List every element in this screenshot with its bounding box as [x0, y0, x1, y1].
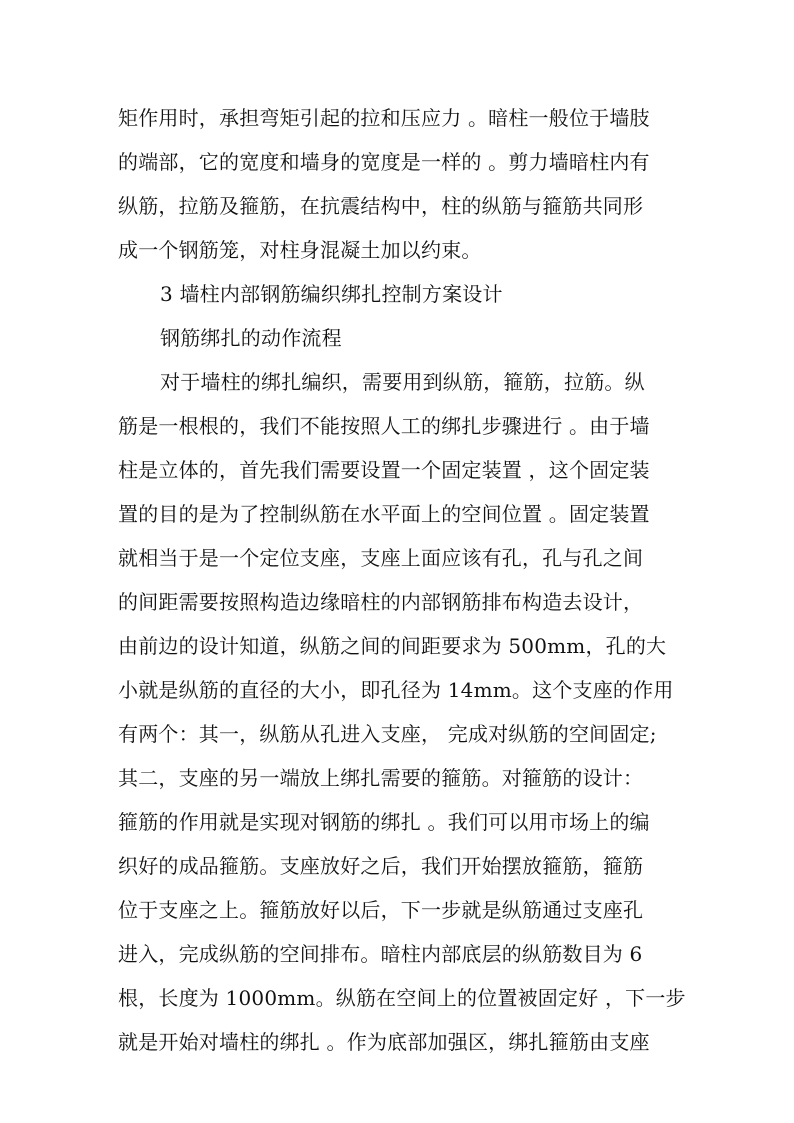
text-line: 的端部，它的宽度和墙身的宽度是一样的 。剪力墙暗柱内有: [118, 150, 650, 174]
text-line: 的间距需要按照构造边缘暗柱的内部钢筋排布构造去设计，: [118, 590, 644, 614]
subsection-heading: 钢筋绑扎的动作流程: [160, 326, 342, 350]
text-line: 箍筋的作用就是实现对钢筋的绑扎 。我们可以用市场上的编: [118, 810, 650, 834]
text-line: 纵筋，拉筋及箍筋，在抗震结构中，柱的纵筋与箍筋共同形: [118, 194, 644, 218]
text-line: 柱是立体的，首先我们需要设置一个固定装置 ，这个固定装: [118, 458, 650, 482]
text-line: 矩作用时，承担弯矩引起的拉和压应力 。暗柱一般位于墙肢: [118, 106, 650, 130]
text-line: 就是开始对墙柱的绑扎 。作为底部加强区，绑扎箍筋由支座: [118, 1030, 650, 1054]
text-line: 织好的成品箍筋。支座放好之后，我们开始摆放箍筋，箍筋: [118, 854, 644, 878]
paragraph-first-line: 对于墙柱的绑扎编织，需要用到纵筋，箍筋，拉筋。纵: [160, 370, 645, 394]
text-line: 其二，支座的另一端放上绑扎需要的箍筋。对箍筋的设计：: [118, 766, 644, 790]
text-line: 就相当于是一个定位支座，支座上面应该有孔，孔与孔之间: [118, 546, 644, 570]
text-line: 根，长度为 1000mm。纵筋在空间上的位置被固定好 ，下一步: [118, 986, 686, 1010]
text-line: 位于支座之上。箍筋放好以后，下一步就是纵筋通过支座孔: [118, 898, 644, 922]
text-line: 由前边的设计知道，纵筋之间的间距要求为 500mm，孔的大: [118, 634, 667, 658]
body-text: [118, 96, 688, 1064]
text-line: 置的目的是为了控制纵筋在水平面上的空间位置 。固定装置: [118, 502, 650, 526]
text-line: 筋是一根根的，我们不能按照人工的绑扎步骤进行 。由于墙: [118, 414, 650, 438]
text-line: 进入，完成纵筋的空间排布。暗柱内部底层的纵筋数目为 6: [118, 942, 643, 966]
section-heading: 3 墙柱内部钢筋编织绑扎控制方案设计: [160, 282, 503, 306]
text-line: 成一个钢筋笼，对柱身混凝土加以约束。: [118, 238, 482, 262]
text-line: 小就是纵筋的直径的大小，即孔径为 14mm。这个支座的作用: [118, 678, 674, 702]
text-line: 有两个：其一，纵筋从孔进入支座， 完成对纵筋的空间固定;: [118, 722, 657, 746]
